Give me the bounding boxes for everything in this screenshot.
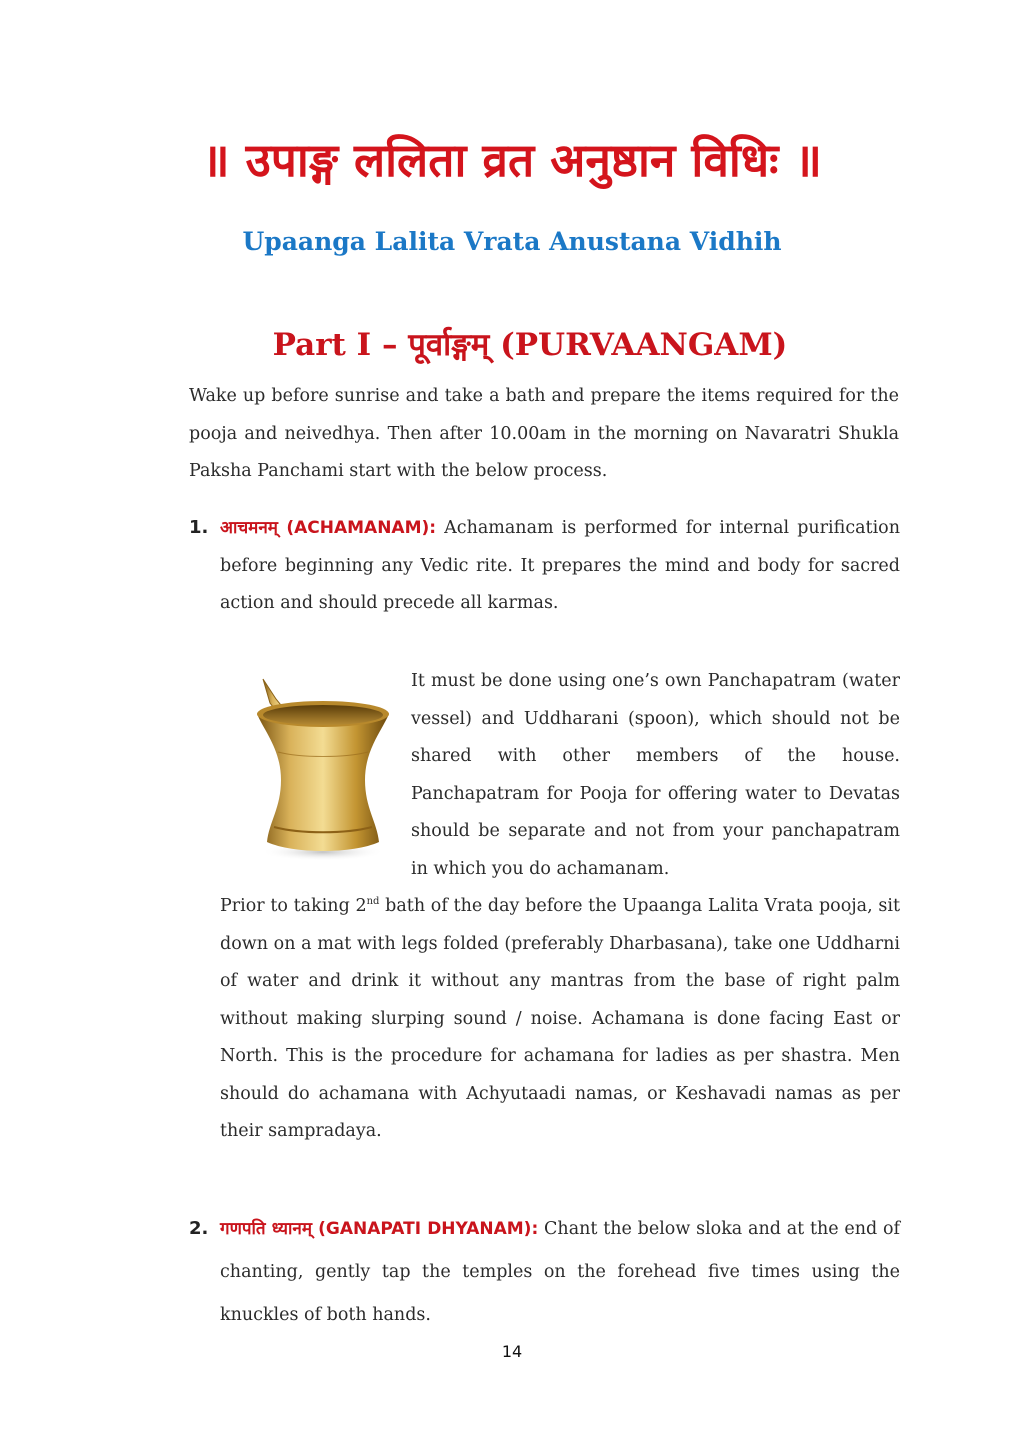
achamana-procedure-paragraph — [220, 888, 900, 1151]
procedure-text-start: Prior to taking 2 — [220, 896, 367, 916]
page-subtitle: Upaanga Lalita Vrata Anustana Vidhih — [242, 227, 782, 256]
page-number: 14 — [501, 1342, 523, 1361]
step-1-number: 1. — [189, 517, 209, 538]
step-2-label: गणपति ध्यानम् (GANAPATI DHYANAM): — [220, 1219, 539, 1239]
part-heading: Part I – पूर्वाङ्गम् (PURVAANGAM) — [272, 327, 788, 363]
panchapatram-image — [245, 672, 395, 862]
intro-paragraph: Wake up before sunrise and take a bath and prepare the items required for the pooja and neivedhya. Then after 10.00am in the morning on Navaratri Shukla Paksha Panchami start with the below process. — [189, 386, 899, 481]
step-2-text: Chant the below sloka and at the end of chanting, gently tap the temples on the forehead five times using the knuckles of both hands. — [220, 1219, 901, 1325]
step-2-number: 2. — [189, 1218, 209, 1239]
step-2-paragraph — [220, 1208, 900, 1337]
step-1-paragraph — [220, 510, 900, 623]
ordinal-suffix: nd — [366, 896, 380, 908]
vessel-paragraph: It must be done using one’s own Panchapatram (water vessel) and Uddharani (spoon), which should not be shared with other members of the house. Panchapatram for Pooja for offering water to Devatas should be separate and not from your panchapatram in which you do achamanam. — [411, 671, 900, 879]
page-title: ॥ उपाङ्ग ललिता व्रत अनुष्ठान विधिः ॥ — [202, 133, 822, 187]
procedure-text-rest: bath of the day before the Upaanga Lalita Vrata pooja, sit down on a mat with legs folded (preferably Dharbasana), take one Uddharni of water and drink it without any mantras from the base of right palm without making slurping sound / noise. Achamana is done facing East or North. This is the procedure for achamana for ladies as per shastra. Men should do achamana with Achyutaadi namas, or Keshavadi namas as per their sampradaya. — [220, 896, 900, 1141]
step-1-text: Achamanam is performed for internal purification before beginning any Vedic rite. It prepares the mind and body for sacred action and should precede all karmas. — [220, 518, 900, 613]
step-1-label: आचमनम् (ACHAMANAM): — [220, 518, 437, 538]
